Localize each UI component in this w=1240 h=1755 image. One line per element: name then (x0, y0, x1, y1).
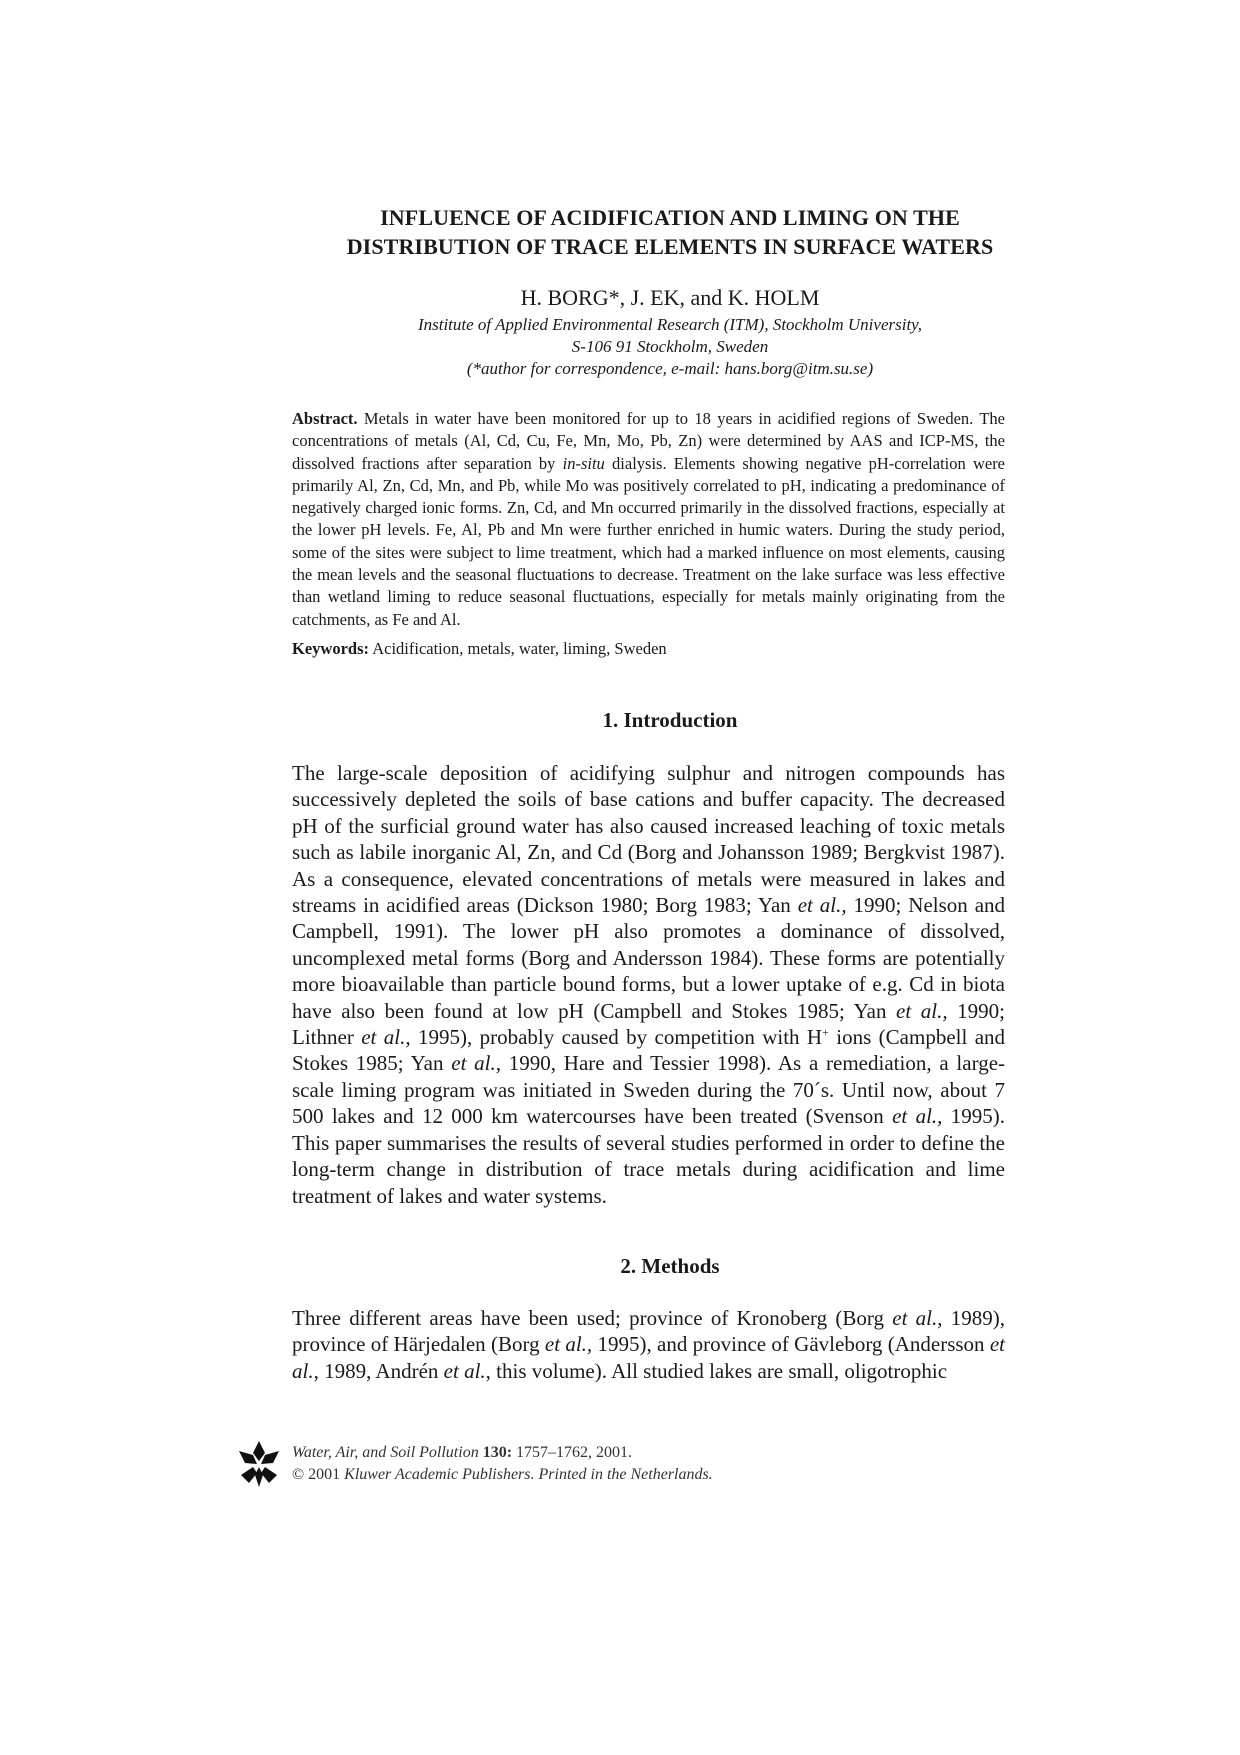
methods-text-1: Three different areas have been used; province of Kronoberg (Borg (292, 1306, 885, 1330)
publisher-note: Kluwer Academic Publishers. Printed in the Netherlands. (344, 1466, 713, 1483)
abstract-text-a: Metals in water have been monitored for up to 18 years in acidified regions of Sweden. The concentrations of metals (Al, Cd, Cu, Fe, Mn, Mo, Pb, Zn) were determined by AAS and ICP-MS, the dissolved fractions after separation by (292, 409, 1005, 473)
journal-name: Water, Air, and Soil Pollution (292, 1444, 479, 1461)
introduction-paragraph (292, 760, 1005, 1209)
intro-etal-1: et al., (797, 893, 847, 918)
title-line-2: DISTRIBUTION OF TRACE ELEMENTS IN SURFACE WATERS (346, 234, 994, 259)
methods-heading: 2. Methods (620, 1254, 720, 1278)
journal-volume: 130: (482, 1444, 513, 1461)
keywords (292, 638, 1005, 660)
abstract-label: Abstract. (292, 409, 358, 428)
abstract-italic-term: in-situ (562, 453, 605, 473)
methods-etal-1: et al., (892, 1306, 943, 1330)
correspondence-line: (*author for correspondence, e-mail: hans.borg@itm.su.se) (466, 359, 874, 378)
title-line-1: INFLUENCE OF ACIDIFICATION AND LIMING ON THE (380, 205, 960, 230)
methods-text-2: 1989), province of Härjedalen (Borg (292, 1306, 1006, 1357)
introduction-heading: 1. Introduction (602, 708, 738, 732)
methods-text-3: 1995), and province of Gävleborg (Andersson (597, 1332, 985, 1357)
affiliation (190, 314, 1150, 380)
publisher-logo-icon (237, 1439, 281, 1489)
copyright-line (292, 1464, 1052, 1486)
author-list: H. BORG*, J. EK, and K. HOLM (520, 285, 820, 310)
affiliation-line-1: Institute of Applied Environmental Research (ITM), Stockholm University, (417, 315, 923, 334)
intro-etal-4: et al., (451, 1051, 502, 1076)
methods-etal-2: et al., (544, 1332, 593, 1357)
publication-footer (292, 1442, 1052, 1486)
methods-etal-4: et al. (443, 1358, 486, 1383)
introduction-body (292, 760, 1005, 1209)
intro-text-6: 1990, Hare and Tessier 1998). As a remediation, a large-scale liming program was initiated in Sweden during the 70´s. Until now, about 7 500 lakes and 12 000 km watercourses have been treated (Svenson (292, 1051, 1006, 1129)
paper-title (190, 203, 1150, 261)
affiliation-line-2: S-106 91 Stockholm, Sweden (571, 337, 769, 356)
intro-text-7: 1995). This paper summarises the results of several studies performed in order to define the long-term change in distribution of trace metals during acidification and lime treatment of lakes and water systems. (292, 1104, 1005, 1208)
keywords-text: Acidification, metals, water, liming, Sweden (372, 639, 667, 658)
keywords-label: Keywords: (292, 639, 369, 658)
intro-text-5: ions (Campbell and Stokes 1985; Yan (292, 1025, 1006, 1076)
intro-text-4: 1995), probably caused by competition with H (417, 1025, 823, 1050)
intro-text-3: 1990; Lithner (292, 998, 1006, 1050)
intro-text-2: 1990; Nelson and Campbell, 1991). The lower pH also promotes a dominance of dissolved, uncomplexed metal forms (Borg and Andersson 1984). These forms are potentially more bioavailable than particle bound forms, but a lower uptake of e.g. Cd in biota have also been found at low pH (Campbell and Stokes 1985; Yan (292, 893, 1006, 1023)
methods-text-4: , 1989, Andrén (313, 1358, 439, 1383)
superscript-plus: + (822, 1025, 829, 1040)
methods-paragraph (292, 1305, 1005, 1384)
abstract (292, 408, 1005, 631)
citation-line (292, 1442, 1052, 1464)
abstract-text-b: dialysis. Elements showing negative pH-correlation were primarily Al, Zn, Cd, Mn, and Pb, while Mo was positively correlated to pH, indicating a predominance of negatively charged ionic forms. Zn, Cd, and Mn occurred primarily in the dissolved fractions, especially at the lower pH levels. Fe, Al, Pb and Mn were further enriched in humic waters. During the study period, some of the sites were subject to lime treatment, which had a marked influence on most elements, causing the mean levels and the seasonal fluctuations to decrease. Treatment on the lake surface was less effective than wetland liming to reduce seasonal fluctuations, especially for metals mainly originating from the catchments, as Fe and Al. (292, 453, 1006, 629)
intro-etal-5: et al., (892, 1104, 943, 1129)
intro-etal-2: et al., (896, 998, 948, 1023)
methods-text-5: , this volume). All studied lakes are small, oligotrophic (485, 1358, 948, 1383)
methods-body (292, 1305, 1005, 1384)
intro-etal-3: et al., (361, 1025, 411, 1050)
copyright-year: © 2001 (292, 1466, 341, 1483)
journal-pages: 1757–1762, 2001. (516, 1444, 633, 1461)
intro-text-1: The large-scale deposition of acidifying sulphur and nitrogen compounds has successively depleted the soils of base cations and buffer capacity. The decreased pH of the surficial ground water has also caused increased leaching of toxic metals such as labile inorganic Al, Zn, and Cd (Borg and Johansson 1989; Bergkvist 1987). As a consequence, elevated concentrations of metals were measured in lakes and streams in acidified areas (Dickson 1980; Borg 1983; Yan (292, 761, 1005, 918)
methods-etal-3: et al. (292, 1332, 1005, 1383)
